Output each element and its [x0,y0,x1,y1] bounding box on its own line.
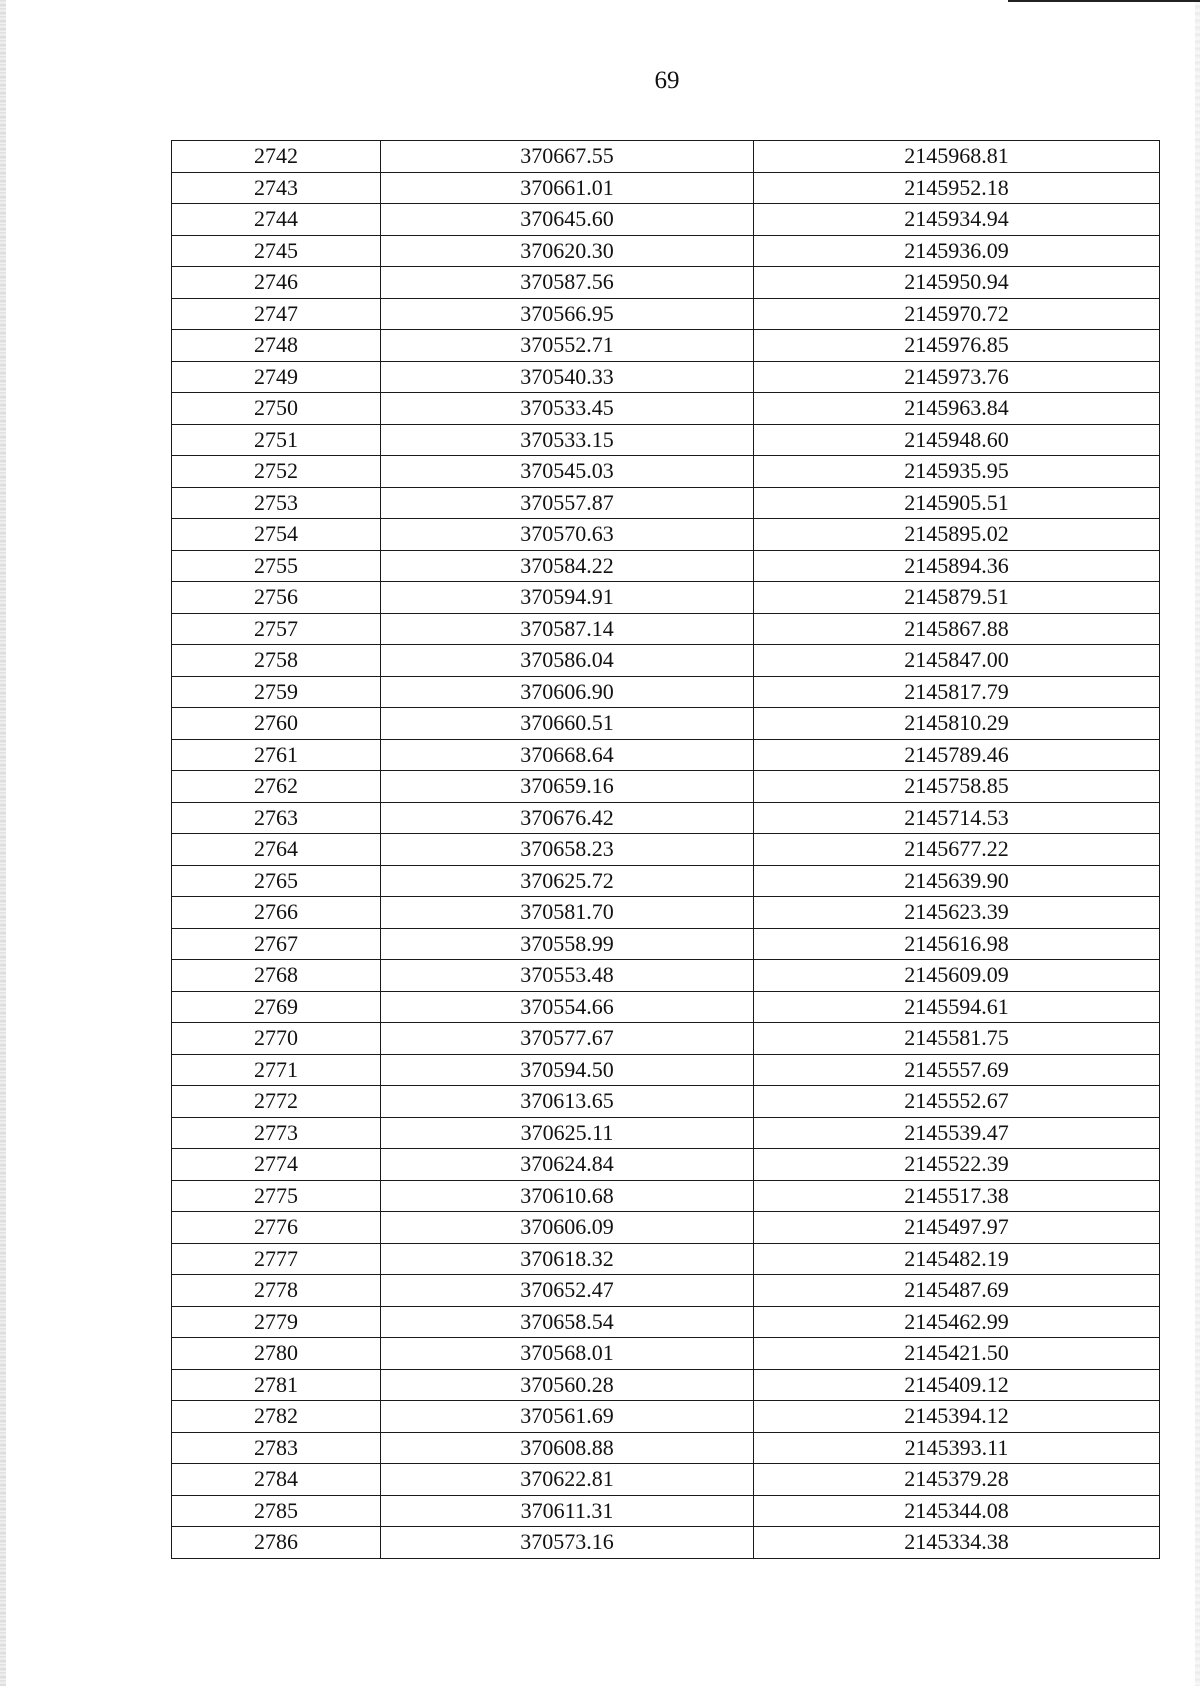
y-coordinate-cell: 2145895.02 [754,519,1160,551]
y-coordinate-cell: 2145952.18 [754,172,1160,204]
y-coordinate-cell: 2145557.69 [754,1054,1160,1086]
point-number-cell: 2779 [172,1306,381,1338]
y-coordinate-cell: 2145894.36 [754,550,1160,582]
point-number-cell: 2771 [172,1054,381,1086]
x-coordinate-cell: 370594.50 [381,1054,754,1086]
table-row [172,582,1160,614]
point-number-cell: 2776 [172,1212,381,1244]
table-row [172,361,1160,393]
point-number-cell: 2748 [172,330,381,362]
y-coordinate-cell: 2145344.08 [754,1495,1160,1527]
point-number-cell: 2766 [172,897,381,929]
point-number-cell: 2778 [172,1275,381,1307]
y-coordinate-cell: 2145817.79 [754,676,1160,708]
point-number-cell: 2753 [172,487,381,519]
x-coordinate-cell: 370581.70 [381,897,754,929]
table-row [172,739,1160,771]
point-number-cell: 2785 [172,1495,381,1527]
page-number: 69 [654,67,680,94]
x-coordinate-cell: 370561.69 [381,1401,754,1433]
table-row [172,298,1160,330]
point-number-cell: 2768 [172,960,381,992]
x-coordinate-cell: 370676.42 [381,802,754,834]
y-coordinate-cell: 2145379.28 [754,1464,1160,1496]
point-number-cell: 2777 [172,1243,381,1275]
x-coordinate-cell: 370659.16 [381,771,754,803]
y-coordinate-cell: 2145517.38 [754,1180,1160,1212]
point-number-cell: 2781 [172,1369,381,1401]
y-coordinate-cell: 2145970.72 [754,298,1160,330]
point-number-cell: 2755 [172,550,381,582]
y-coordinate-cell: 2145522.39 [754,1149,1160,1181]
x-coordinate-cell: 370577.67 [381,1023,754,1055]
point-number-cell: 2752 [172,456,381,488]
y-coordinate-cell: 2145616.98 [754,928,1160,960]
y-coordinate-cell: 2145867.88 [754,613,1160,645]
point-number-cell: 2757 [172,613,381,645]
table-row [172,141,1160,173]
point-number-cell: 2756 [172,582,381,614]
table-row [172,802,1160,834]
x-coordinate-cell: 370533.45 [381,393,754,425]
point-number-cell: 2747 [172,298,381,330]
table-row [172,487,1160,519]
point-number-cell: 2782 [172,1401,381,1433]
y-coordinate-cell: 2145936.09 [754,235,1160,267]
y-coordinate-cell: 2145963.84 [754,393,1160,425]
y-coordinate-cell: 2145758.85 [754,771,1160,803]
y-coordinate-cell: 2145539.47 [754,1117,1160,1149]
y-coordinate-cell: 2145677.22 [754,834,1160,866]
table-row [172,1243,1160,1275]
y-coordinate-cell: 2145934.94 [754,204,1160,236]
y-coordinate-cell: 2145976.85 [754,330,1160,362]
x-coordinate-cell: 370610.68 [381,1180,754,1212]
x-coordinate-cell: 370587.56 [381,267,754,299]
point-number-cell: 2761 [172,739,381,771]
x-coordinate-cell: 370625.11 [381,1117,754,1149]
table-row [172,1306,1160,1338]
table-row [172,456,1160,488]
scan-edge-left [0,0,6,1686]
point-number-cell: 2762 [172,771,381,803]
table-row [172,645,1160,677]
x-coordinate-cell: 370658.23 [381,834,754,866]
y-coordinate-cell: 2145950.94 [754,267,1160,299]
x-coordinate-cell: 370606.90 [381,676,754,708]
y-coordinate-cell: 2145409.12 [754,1369,1160,1401]
y-coordinate-cell: 2145394.12 [754,1401,1160,1433]
y-coordinate-cell: 2145482.19 [754,1243,1160,1275]
table-row [172,204,1160,236]
x-coordinate-cell: 370613.65 [381,1086,754,1118]
table-row [172,1023,1160,1055]
x-coordinate-cell: 370587.14 [381,613,754,645]
table-row [172,267,1160,299]
point-number-cell: 2754 [172,519,381,551]
x-coordinate-cell: 370568.01 [381,1338,754,1370]
table-row [172,1338,1160,1370]
scan-edge-right [1195,0,1200,1686]
point-number-cell: 2743 [172,172,381,204]
x-coordinate-cell: 370560.28 [381,1369,754,1401]
table-row [172,1495,1160,1527]
table-row [172,1149,1160,1181]
table-row [172,897,1160,929]
point-number-cell: 2769 [172,991,381,1023]
table-row [172,550,1160,582]
coordinate-table-body [172,141,1160,1559]
table-row [172,1275,1160,1307]
x-coordinate-cell: 370668.64 [381,739,754,771]
x-coordinate-cell: 370658.54 [381,1306,754,1338]
y-coordinate-cell: 2145789.46 [754,739,1160,771]
table-row [172,393,1160,425]
y-coordinate-cell: 2145581.75 [754,1023,1160,1055]
x-coordinate-cell: 370652.47 [381,1275,754,1307]
point-number-cell: 2786 [172,1527,381,1559]
y-coordinate-cell: 2145968.81 [754,141,1160,173]
x-coordinate-cell: 370618.32 [381,1243,754,1275]
y-coordinate-cell: 2145552.67 [754,1086,1160,1118]
table-row [172,1369,1160,1401]
x-coordinate-cell: 370611.31 [381,1495,754,1527]
point-number-cell: 2772 [172,1086,381,1118]
y-coordinate-cell: 2145879.51 [754,582,1160,614]
point-number-cell: 2759 [172,676,381,708]
x-coordinate-cell: 370566.95 [381,298,754,330]
coordinate-table [171,140,1160,1559]
y-coordinate-cell: 2145421.50 [754,1338,1160,1370]
table-row [172,424,1160,456]
table-row [172,1464,1160,1496]
point-number-cell: 2751 [172,424,381,456]
point-number-cell: 2742 [172,141,381,173]
y-coordinate-cell: 2145714.53 [754,802,1160,834]
table-row [172,1086,1160,1118]
y-coordinate-cell: 2145935.95 [754,456,1160,488]
y-coordinate-cell: 2145462.99 [754,1306,1160,1338]
y-coordinate-cell: 2145497.97 [754,1212,1160,1244]
table-row [172,1212,1160,1244]
table-row [172,172,1160,204]
table-row [172,1117,1160,1149]
y-coordinate-cell: 2145623.39 [754,897,1160,929]
table-row [172,676,1160,708]
x-coordinate-cell: 370557.87 [381,487,754,519]
table-row [172,1432,1160,1464]
point-number-cell: 2745 [172,235,381,267]
table-row [172,1180,1160,1212]
point-number-cell: 2773 [172,1117,381,1149]
x-coordinate-cell: 370620.30 [381,235,754,267]
point-number-cell: 2780 [172,1338,381,1370]
y-coordinate-cell: 2145810.29 [754,708,1160,740]
x-coordinate-cell: 370606.09 [381,1212,754,1244]
y-coordinate-cell: 2145393.11 [754,1432,1160,1464]
table-row [172,330,1160,362]
y-coordinate-cell: 2145594.61 [754,991,1160,1023]
y-coordinate-cell: 2145334.38 [754,1527,1160,1559]
table-row [172,708,1160,740]
x-coordinate-cell: 370624.84 [381,1149,754,1181]
x-coordinate-cell: 370667.55 [381,141,754,173]
x-coordinate-cell: 370594.91 [381,582,754,614]
y-coordinate-cell: 2145847.00 [754,645,1160,677]
table-row [172,1054,1160,1086]
point-number-cell: 2760 [172,708,381,740]
y-coordinate-cell: 2145973.76 [754,361,1160,393]
x-coordinate-cell: 370552.71 [381,330,754,362]
y-coordinate-cell: 2145487.69 [754,1275,1160,1307]
point-number-cell: 2770 [172,1023,381,1055]
x-coordinate-cell: 370608.88 [381,1432,754,1464]
x-coordinate-cell: 370570.63 [381,519,754,551]
point-number-cell: 2746 [172,267,381,299]
x-coordinate-cell: 370622.81 [381,1464,754,1496]
x-coordinate-cell: 370584.22 [381,550,754,582]
x-coordinate-cell: 370660.51 [381,708,754,740]
y-coordinate-cell: 2145948.60 [754,424,1160,456]
x-coordinate-cell: 370558.99 [381,928,754,960]
point-number-cell: 2763 [172,802,381,834]
x-coordinate-cell: 370661.01 [381,172,754,204]
table-row [172,613,1160,645]
table-row [172,519,1160,551]
table-row [172,235,1160,267]
table-row [172,991,1160,1023]
point-number-cell: 2783 [172,1432,381,1464]
x-coordinate-cell: 370554.66 [381,991,754,1023]
table-row [172,928,1160,960]
point-number-cell: 2774 [172,1149,381,1181]
point-number-cell: 2775 [172,1180,381,1212]
table-row [172,834,1160,866]
table-row [172,960,1160,992]
table-row [172,1401,1160,1433]
x-coordinate-cell: 370573.16 [381,1527,754,1559]
top-rule [1008,0,1200,2]
table-row [172,771,1160,803]
point-number-cell: 2784 [172,1464,381,1496]
x-coordinate-cell: 370625.72 [381,865,754,897]
point-number-cell: 2750 [172,393,381,425]
point-number-cell: 2765 [172,865,381,897]
y-coordinate-cell: 2145609.09 [754,960,1160,992]
y-coordinate-cell: 2145905.51 [754,487,1160,519]
x-coordinate-cell: 370540.33 [381,361,754,393]
x-coordinate-cell: 370645.60 [381,204,754,236]
table-row [172,865,1160,897]
point-number-cell: 2758 [172,645,381,677]
point-number-cell: 2749 [172,361,381,393]
x-coordinate-cell: 370545.03 [381,456,754,488]
point-number-cell: 2764 [172,834,381,866]
x-coordinate-cell: 370586.04 [381,645,754,677]
y-coordinate-cell: 2145639.90 [754,865,1160,897]
x-coordinate-cell: 370533.15 [381,424,754,456]
point-number-cell: 2767 [172,928,381,960]
x-coordinate-cell: 370553.48 [381,960,754,992]
table-row [172,1527,1160,1559]
point-number-cell: 2744 [172,204,381,236]
